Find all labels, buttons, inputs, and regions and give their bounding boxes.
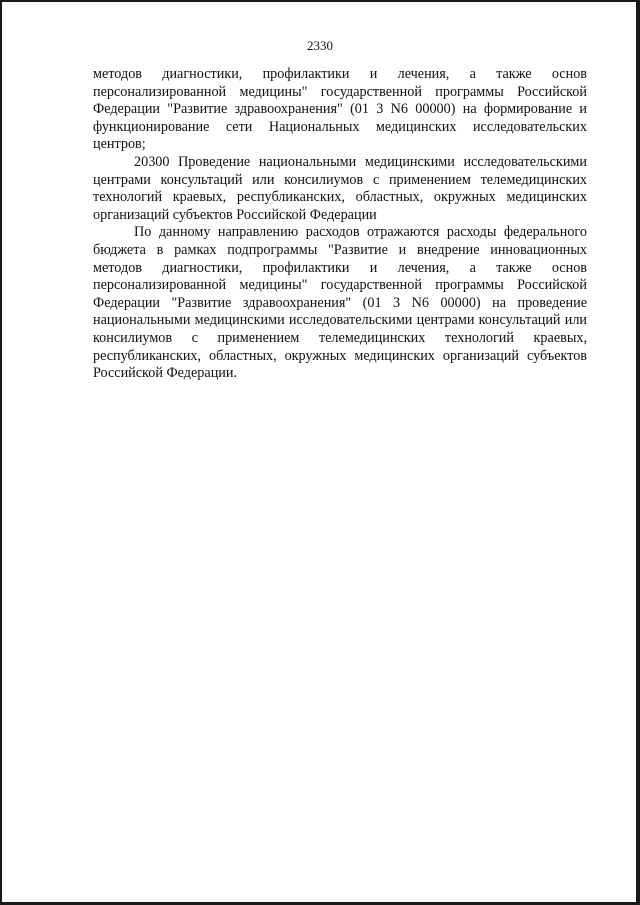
page-number: 2330	[307, 38, 333, 53]
scan-edge-right	[636, 0, 640, 905]
paragraph-continuation: методов диагностики, профилактики и лечения, а также основ персонализированной медицины" государственной программы Российской Федерации "Развитие здравоохранения" (01 3 N6 00000) на формирование и функционирование сети Национальных медицинских исследовательских центров;	[93, 66, 587, 153]
document-body	[93, 66, 587, 383]
paragraph-expense-description: По данному направлению расходов отражаются расходы федерального бюджета в рамках подпрограммы "Развитие и внедрение инновационных методов диагностики, профилактики и лечения, а также основ персонализированной медицины" государственной программы Российской Федерации "Развитие здравоохранения" (01 3 N6 00000) на проведение национальными медицинскими исследовательскими центрами консультаций или консилиумов с применением телемедицинских технологий краевых, республиканских, областных, окружных медицинских организаций субъектов Российской Федерации.	[93, 224, 587, 382]
scan-edge-left	[0, 0, 2, 905]
scan-edge-top	[0, 0, 640, 2]
paragraph-code-20300: 20300 Проведение национальными медицинскими исследовательскими центрами консультаций или консилиумов с применением телемедицинских технологий краевых, республиканских, областных, окружных медицинских организаций субъектов Российской Федерации	[93, 153, 587, 223]
